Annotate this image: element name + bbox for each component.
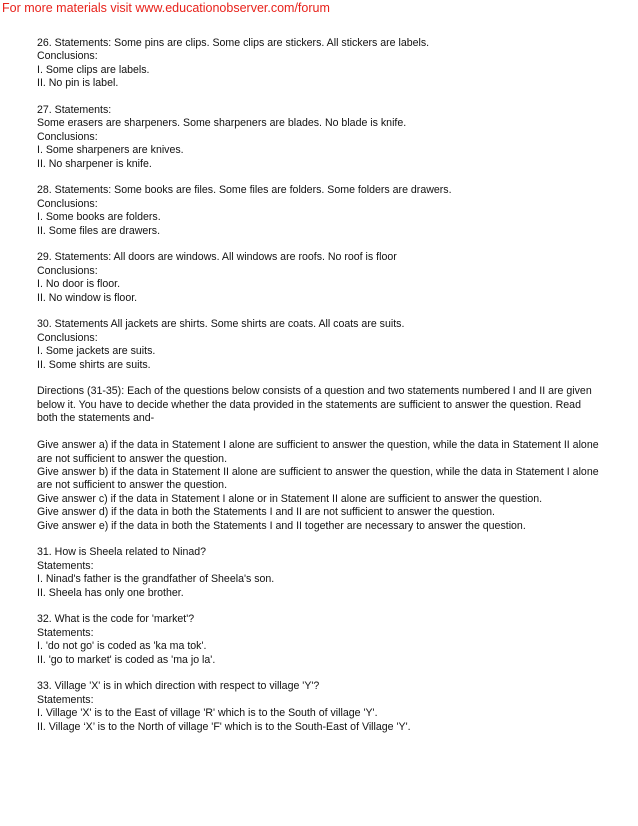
question-line: II. No sharpener is knife. [37, 157, 152, 170]
answer-option: Give answer b) if the data in Statement II alone are sufficient to answer the question, while the data in Statement I alone are not sufficient to answer the question. [37, 465, 599, 492]
document-body [37, 37, 603, 747]
directions-paragraph [37, 385, 603, 425]
question-line: 26. Statements: Some pins are clips. Some clips are stickers. All stickers are labels. [37, 37, 430, 49]
question-line: Some erasers are sharpeners. Some sharpeners are blades. No blade is knife. [37, 117, 407, 130]
question-line: I. Some sharpeners are knives. [37, 144, 184, 157]
question-line: 30. Statements All jackets are shirts. Some shirts are coats. All coats are suits. [37, 318, 405, 331]
answer-option: Give answer a) if the data in Statement I alone are sufficient to answer the question, while the data in Statement II alone are not sufficient to answer the question. [37, 439, 599, 465]
question-line: I. Some books are folders. [37, 211, 161, 224]
question-27 [37, 104, 603, 171]
question-line: 32. What is the code for 'market'? [37, 613, 195, 626]
question-line: 29. Statements: All doors are windows. All windows are roofs. No roof is floor [37, 251, 397, 264]
question-33 [37, 680, 603, 734]
question-line: I. Ninad's father is the grandfather of Sheela's son. [37, 573, 275, 586]
question-line: I. 'do not go' is coded as 'ka ma tok'. [37, 640, 207, 653]
question-line: Conclusions: [37, 331, 98, 344]
question-line: II. 'go to market' is coded as 'ma jo la'. [37, 653, 216, 666]
question-line: II. Some shirts are suits. [37, 358, 151, 371]
question-30 [37, 318, 603, 372]
question-line: Conclusions: [37, 50, 98, 63]
question-line: II. No pin is label. [37, 77, 119, 90]
question-line: II. Some files are drawers. [37, 224, 161, 237]
answer-option: Give answer c) if the data in Statement I alone or in Statement II alone are sufficient to answer the question. [37, 492, 543, 505]
question-line: I. Some jackets are suits. [37, 345, 156, 358]
question-31 [37, 546, 603, 600]
question-26 [37, 37, 603, 91]
question-line: Conclusions: [37, 264, 98, 277]
question-28 [37, 184, 603, 238]
question-line: Statements: [37, 559, 94, 572]
question-line: Conclusions: [37, 130, 98, 143]
answer-options [37, 439, 603, 533]
question-line: Statements: [37, 626, 94, 639]
source-banner: For more materials visit www.educationobserver.com/forum [2, 1, 330, 15]
question-line: II. No window is floor. [37, 291, 138, 304]
question-line: I. Some clips are labels. [37, 63, 150, 76]
question-32 [37, 613, 603, 667]
question-line: 31. How is Sheela related to Ninad? [37, 546, 207, 559]
question-line: 33. Village 'X' is in which direction with respect to village 'Y'? [37, 680, 320, 693]
question-29 [37, 251, 603, 305]
question-line: 27. Statements: [37, 104, 112, 117]
question-line: II. Village ‘X’ is to the North of village 'F' which is to the South-East of Village 'Y'. [37, 720, 411, 733]
question-line: I. No door is floor. [37, 278, 121, 291]
answer-option: Give answer e) if the data in both the Statements I and II together are necessary to answer the question. [37, 519, 526, 532]
question-line: II. Sheela has only one brother. [37, 586, 184, 599]
answer-option: Give answer d) if the data in both the Statements I and II are not sufficient to answer the question. [37, 506, 495, 519]
question-line: Statements: [37, 693, 94, 706]
directions-text: Directions (31-35): Each of the questions below consists of a question and two statements numbered I and II are given below it. You have to decide whether the data provided in the statements are sufficient to answer the question. Read both the statements and- [37, 385, 592, 425]
question-line: I. Village 'X' is to the East of village 'R' which is to the South of village 'Y'. [37, 707, 378, 720]
question-line: Conclusions: [37, 197, 98, 210]
question-line: 28. Statements: Some books are files. Some files are folders. Some folders are drawers. [37, 184, 452, 197]
